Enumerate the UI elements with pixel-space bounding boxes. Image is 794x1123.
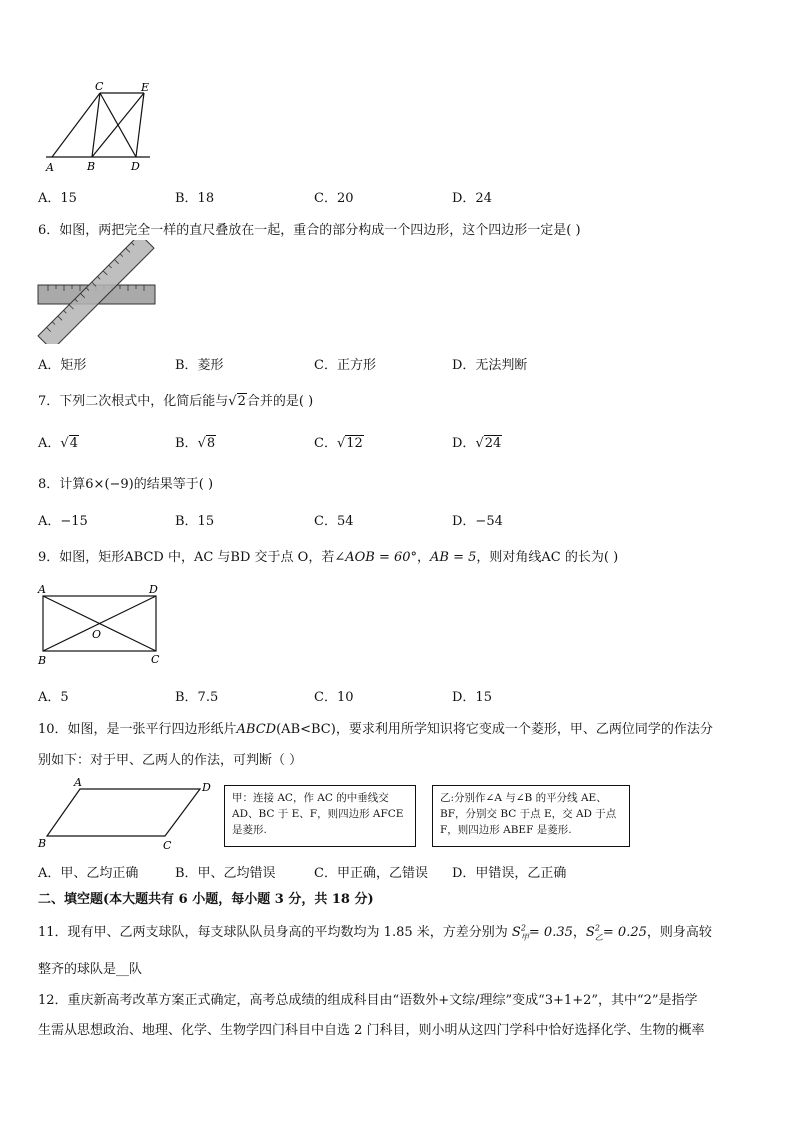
q9-condition-ab: AB = 5: [430, 550, 477, 565]
svg-text:A: A: [74, 776, 82, 789]
figure-rulers-q6: [36, 240, 160, 344]
q7-option-d: D．√24: [452, 436, 502, 451]
q6-option-c: C．正方形: [314, 358, 376, 373]
q6-option-d: D．无法判断: [452, 358, 528, 373]
q12-line2: 生需从思想政治、地理、化学、生物学四门科目中自选 2 门科目，则小明从这四门学科中恰好选择化学、生物的概率: [38, 1023, 705, 1038]
label-B: B: [87, 160, 96, 173]
q9-option-b: B．7.5: [175, 690, 219, 705]
svg-text:C: C: [163, 839, 172, 852]
q10-option-c: C．甲正确，乙错误: [314, 866, 428, 881]
q10-option-d: D．甲错误，乙正确: [452, 866, 567, 881]
q6-option-b: B．菱形: [175, 358, 224, 373]
q10-option-b: B．甲、乙均错误: [175, 866, 276, 881]
figure-parallelogram-q10: [36, 775, 216, 853]
q10-option-a: A．甲、乙均正确: [38, 866, 139, 881]
figure-rectangle-q9: [36, 580, 166, 668]
q6-stem: 6．如图，两把完全一样的直尺叠放在一起，重合的部分构成一个四边形，这个四边形一定是( ): [38, 223, 581, 238]
q7-stem: [38, 390, 313, 409]
label-A: A: [46, 161, 54, 174]
q10-line2: 别如下：对于甲、乙两人的作法，可判断（ ）: [38, 753, 303, 768]
svg-text:A: A: [38, 583, 46, 596]
svg-text:D: D: [149, 583, 158, 596]
q6-option-a: A．矩形: [38, 358, 87, 373]
q8-option-a: A．−15: [38, 514, 88, 529]
q7-sqrt: √2: [228, 394, 246, 409]
q8-option-d: D．−54: [452, 514, 503, 529]
q8-option-b: B．15: [175, 514, 215, 529]
q5-option-b: B．18: [175, 191, 215, 206]
q12-line1: 12．重庆新高考改革方案正式确定，高考总成绩的组成科目由“语数外+文综/理综”变成“3+1+2”，其中“2”是指学: [38, 993, 698, 1008]
label-C: C: [95, 80, 104, 93]
q7-stem-b: 合并的是( ): [246, 394, 314, 409]
q8-expression: 6×(−9): [85, 477, 134, 492]
svg-text:C: C: [151, 653, 160, 666]
q7-option-b: B．√8: [175, 436, 216, 451]
q9-option-a: A．5: [38, 690, 69, 705]
svg-text:B: B: [38, 837, 47, 850]
q7-option-c: C．√12: [314, 436, 363, 451]
q9-condition-angle: ∠AOB = 60°: [334, 550, 418, 565]
q5-option-a: A．15: [38, 191, 77, 206]
q5-option-c: C．20: [314, 191, 354, 206]
method-box-jia: 甲：连接 AC，作 AC 的中垂线交 AD、BC 于 E、F，则四边形 AFCE 是菱形.: [224, 785, 416, 847]
q10-line1: 10．如图，是一张平行四边形纸片ABCD(AB<BC)，要求利用所学知识将它变成一个菱形，甲、乙两位同学的作法分: [38, 722, 713, 737]
q8-stem: 8．计算6×(−9)的结果等于( ): [38, 477, 214, 492]
svg-text:O: O: [92, 628, 102, 641]
svg-text:B: B: [38, 654, 47, 667]
label-D: D: [131, 160, 140, 173]
q7-radicand: 2: [237, 394, 246, 409]
q7-stem-a: 7．下列二次根式中，化简后能与: [38, 394, 229, 409]
q9-option-d: D．15: [452, 690, 492, 705]
svg-text:D: D: [202, 781, 211, 794]
variance-jia: $S^2_甲$: [511, 923, 529, 942]
section-title-fill-blank: 二、填空题(本大题共有 6 小题，每小题 3 分，共 18 分): [38, 892, 374, 907]
variance-yi: $S^2_乙$: [585, 923, 603, 942]
method-box-yi: 乙:分别作∠A 与∠B 的平分线 AE、BF，分别交 BC 于点 E，交 AD 于点 F，则四边形 ABEF 是菱形.: [432, 785, 630, 847]
q9-option-c: C．10: [314, 690, 354, 705]
label-E: E: [141, 81, 150, 94]
q11-line2: 整齐的球队是__队: [38, 962, 143, 977]
figure-parallelogram-q5: [38, 78, 158, 176]
q7-option-a: A．√4: [38, 436, 78, 451]
q9-stem: 9．如图，矩形ABCD 中，AC 与BD 交于点 O，若∠AOB = 60°，AB = 5，则对角线AC 的长为( ): [38, 550, 619, 565]
q11-line1: 11．现有甲、乙两支球队，每支球队队员身高的平均数均为 1.85 米，方差分别为 $S^2_甲= 0.35$，$S^2_乙= 0.25$，则身高较: [38, 923, 712, 942]
q8-option-c: C．54: [314, 514, 354, 529]
q5-option-d: D．24: [452, 191, 492, 206]
